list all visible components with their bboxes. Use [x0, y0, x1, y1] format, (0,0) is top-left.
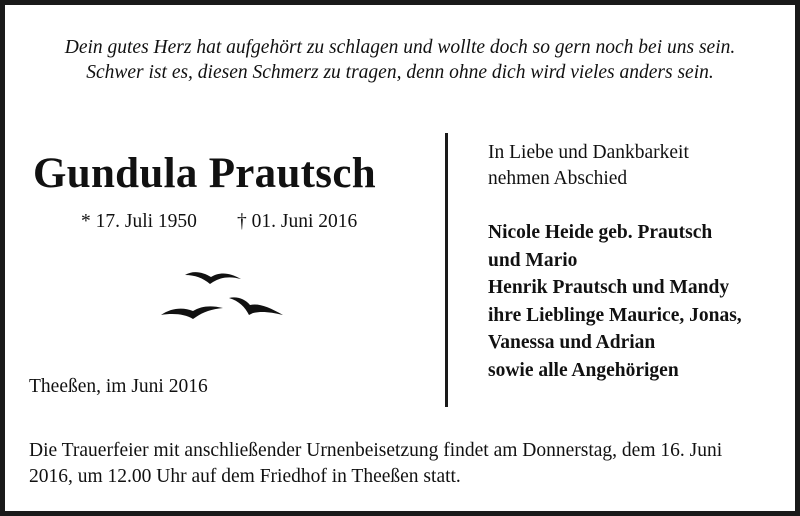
- family-line: ihre Lieblinge Maurice, Jonas,: [488, 304, 742, 326]
- farewell-line-2: nehmen Abschied: [488, 168, 628, 189]
- family-line: sowie alle Angehörigen: [488, 359, 679, 381]
- deceased-name: Gundula Prautsch: [33, 150, 376, 197]
- quote-line-1: Dein gutes Herz hat aufgehört zu schlagen und wollte doch so gern noch bei uns sein.: [64, 37, 736, 58]
- vertical-divider: [445, 133, 448, 407]
- quote-line-2: Schwer ist es, diesen Schmerz zu tragen, denn ohne dich wird vieles anders sein.: [86, 62, 714, 83]
- family-line: Henrik Prautsch und Mandy: [488, 277, 730, 298]
- birth-date: * 17. Juli 1950: [81, 211, 197, 232]
- funeral-notice-line-1: Die Trauerfeier mit anschließender Urnenbeisetzung findet am Donnerstag, dem 16. Juni: [29, 440, 723, 461]
- funeral-notice-line-2: 2016, um 12.00 Uhr auf dem Friedhof in Theeßen statt.: [29, 466, 461, 487]
- family-line: Vanessa und Adrian: [488, 332, 656, 353]
- farewell-text: [488, 140, 689, 192]
- farewell-line-1: In Liebe und Dankbarkeit: [488, 142, 689, 163]
- death-date: † 01. Juni 2016: [237, 211, 358, 232]
- flying-birds-icon: [155, 263, 295, 325]
- place-and-date: Theeßen, im Juni 2016: [29, 376, 208, 397]
- family-line: Nicole Heide geb. Prautsch: [488, 222, 713, 243]
- bird-right: [229, 297, 283, 315]
- family-list: [488, 219, 742, 384]
- bird-left: [161, 306, 223, 319]
- bird-top: [185, 272, 241, 284]
- family-line: und Mario: [488, 249, 578, 271]
- funeral-notice: [29, 438, 722, 490]
- memorial-quote: [5, 35, 795, 85]
